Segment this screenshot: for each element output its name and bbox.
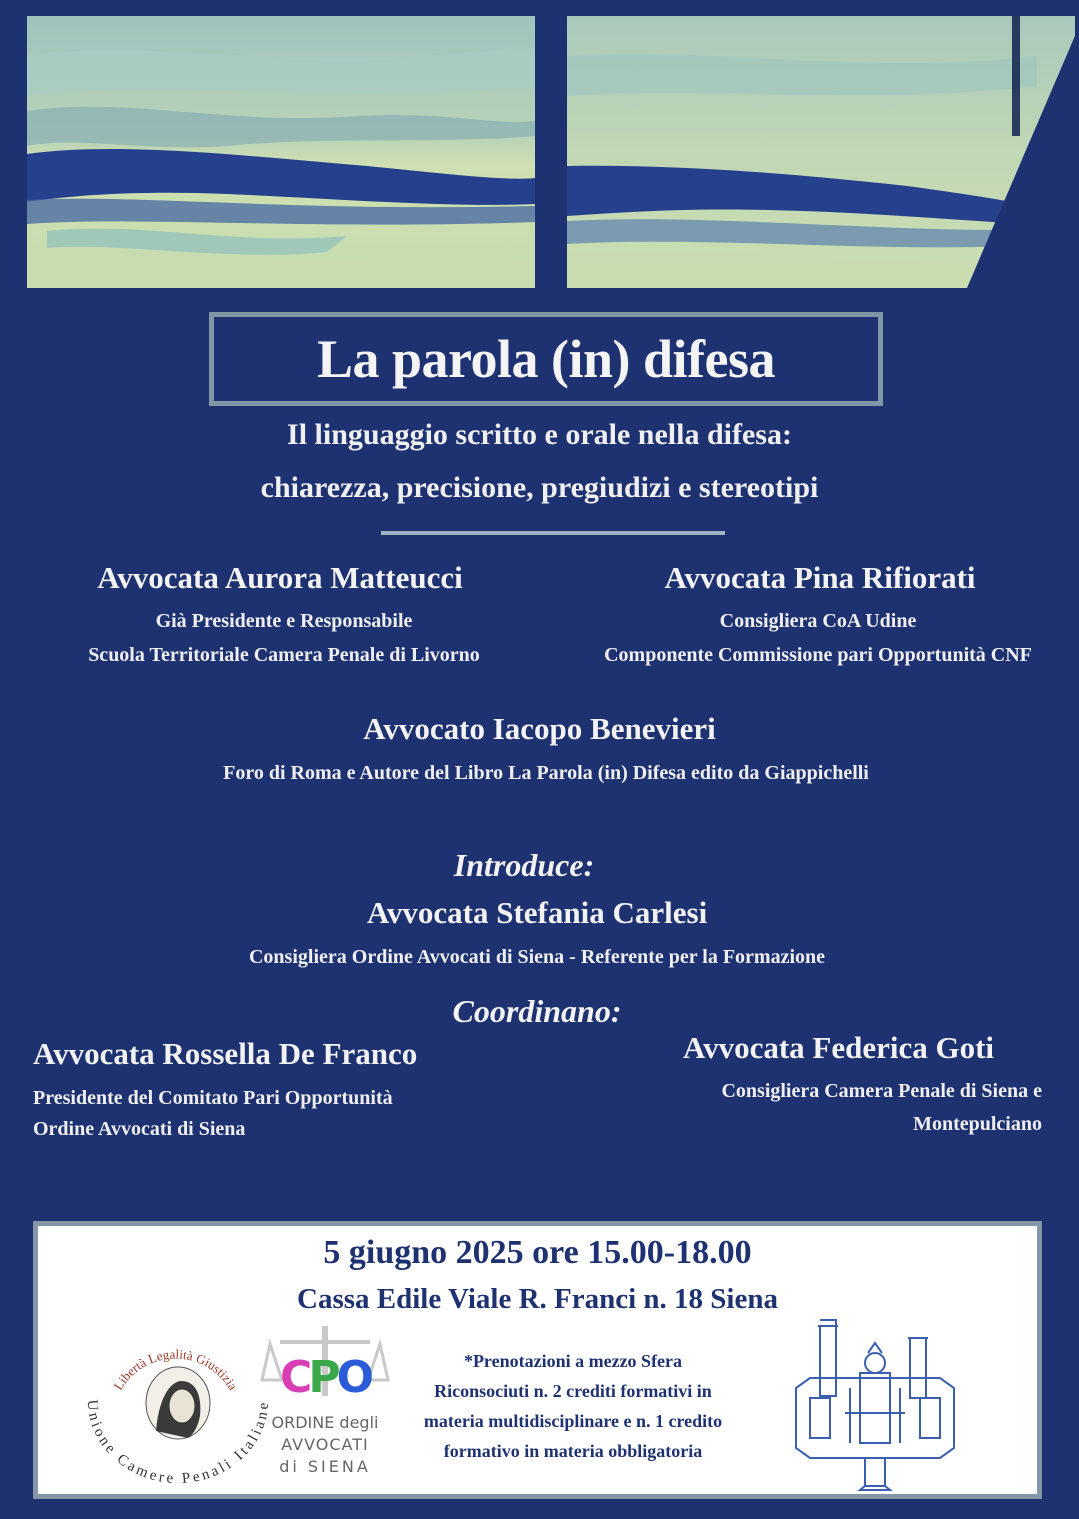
coordinator-name-de-franco: Avvocata Rossella De Franco [33, 1036, 418, 1071]
coordinator-role-de-franco-line1: Presidente del Comitato Pari Opportunità [33, 1087, 393, 1109]
speaker-role-benevieri: Foro di Roma e Autore del Libro La Parola (in) Difesa edito da Giappichelli [223, 762, 869, 784]
speaker-role-matteucci-line2: Scuola Territoriale Camera Penale di Livorno [88, 644, 480, 666]
ordine-avvocati-siena-logo [260, 1320, 390, 1500]
speaker-role-matteucci-line1: Già Presidente e Responsabile [155, 610, 413, 632]
cpo-letters: CPO [280, 1352, 370, 1403]
event-info-box [33, 1221, 1042, 1499]
ucpi-arc-bottom: Unione Camere Penali Italiane [83, 1399, 273, 1488]
note-line-3: materia multidisciplinare e n. 1 credito [423, 1411, 723, 1431]
introduce-label: Introduce: [453, 847, 595, 883]
introducer-role: Consigliera Ordine Avvocati di Siena - Referente per la Formazione [248, 946, 826, 968]
note-line-1: *Prenotazioni a mezzo Sfera [463, 1351, 683, 1371]
ucpi-arc-top: Libertà Legalità Giustizia [110, 1346, 241, 1393]
title-box [209, 312, 883, 406]
coordinator-role-goti-line1: Consigliera Camera Penale di Siena e [721, 1080, 1042, 1102]
note-line-4: formativo in materia obbligatoria [443, 1441, 703, 1461]
speaker-name-benevieri: Avvocato Iacopo Benevieri [363, 711, 716, 746]
ordine-line2: AVVOCATI [281, 1435, 369, 1454]
speaker-role-rifiorati-line1: Consigliera CoA Udine [719, 610, 917, 632]
subtitle-line-1: Il linguaggio scritto e orale nella difesa: [287, 418, 792, 451]
note-line-2: Riconsociuti n. 2 crediti formativi in [434, 1381, 712, 1401]
ordine-line3: di SIENA [279, 1457, 371, 1476]
speaker-name-rifiorati: Avvocata Pina Rifiorati [664, 560, 976, 595]
event-location: Cassa Edile Viale R. Franci n. 18 Siena [297, 1283, 778, 1315]
event-notes [408, 1346, 738, 1466]
siena-tower-logo [790, 1318, 960, 1493]
ucpi-logo [78, 1326, 278, 1496]
ordine-line1: ORDINE degli [271, 1413, 379, 1432]
speaker-role-rifiorati-line2: Componente Commissione pari Opportunità CNF [604, 644, 1032, 666]
speaker-name-matteucci: Avvocata Aurora Matteucci [97, 560, 463, 595]
coordinano-label: Coordinano: [452, 993, 622, 1029]
coordinator-role-de-franco-line2: Ordine Avvocati di Siena [33, 1118, 246, 1140]
subtitle-line-2: chiarezza, precisione, pregiudizi e stereotipi [260, 471, 819, 504]
page-title: La parola (in) difesa [316, 329, 776, 389]
divider [381, 531, 725, 535]
coordinator-name-goti: Avvocata Federica Goti [683, 1030, 995, 1065]
header-painting-right [567, 16, 1075, 288]
introducer-name: Avvocata Stefania Carlesi [366, 895, 708, 930]
event-datetime: 5 giugno 2025 ore 15.00-18.00 [323, 1234, 752, 1271]
coordinator-role-goti-line2: Montepulciano [913, 1113, 1042, 1135]
header-painting-left [27, 16, 535, 288]
